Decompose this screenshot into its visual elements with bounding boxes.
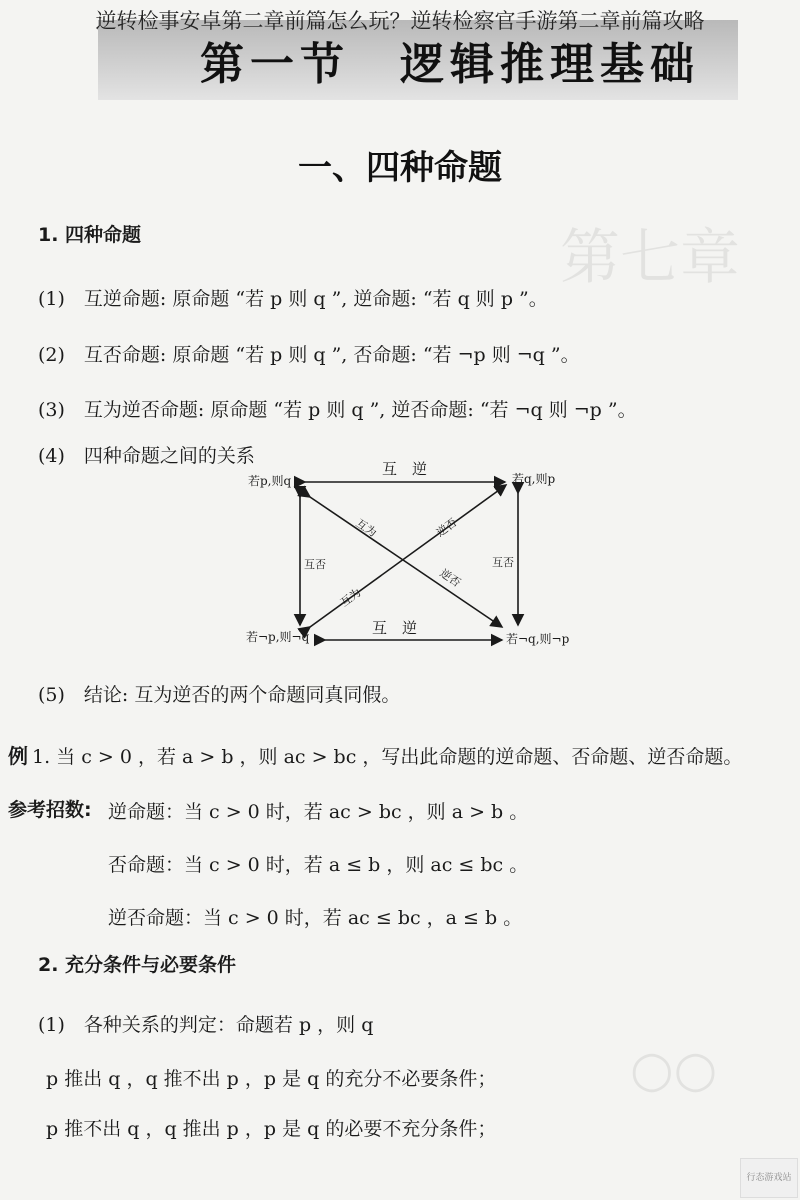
proposition-line-2: (2) 互否命题: 原命题 “若 p 则 q ”, 否命题: “若 ¬p 则 ¬q ”。 xyxy=(38,344,580,366)
label-diag-upper-right: 逆否 xyxy=(434,515,460,540)
heading-four-propositions: 1. 四种命题 xyxy=(38,224,142,246)
heading-conditions: 2. 充分条件与必要条件 xyxy=(38,954,237,976)
label-top-edge: 互 逆 xyxy=(382,460,428,478)
diagonal-arrow-2 xyxy=(310,485,506,627)
answer-label: 参考招数: xyxy=(8,799,92,821)
diagonal-arrow-1 xyxy=(310,497,502,627)
label-diag-upper-left: 互为 xyxy=(353,516,379,540)
conclusion-line: (5) 结论: 互为逆否的两个命题同真同假。 xyxy=(38,684,401,706)
node-bottom-left: 若¬p,则¬q xyxy=(246,630,310,644)
answer-converse: 逆命题：当 c > 0 时，若 ac > bc ，则 a > b 。 xyxy=(108,801,529,823)
label-diag-lower-left: 互为 xyxy=(338,585,364,610)
page-caption: 逆转检事安卓第二章前篇怎么玩？逆转检察官手游第二章前篇攻略 xyxy=(95,9,705,33)
site-watermark: 行态游戏站 xyxy=(740,1158,798,1198)
label-left-edge: 互否 xyxy=(304,558,326,571)
proposition-line-4: (4) 四种命题之间的关系 xyxy=(38,445,255,467)
chapter-title: 第一节 逻辑推理基础 xyxy=(200,39,700,90)
label-bottom-edge: 互 逆 xyxy=(372,619,418,637)
ghost-watermark-text: 第七章 xyxy=(560,223,740,293)
condition-line-2: p 推出 q ，q 推不出 p ，p 是 q 的充分不必要条件； xyxy=(46,1068,497,1090)
proposition-line-1: (1) 互逆命题: 原命题 “若 p 则 q ”, 逆命题: “若 q 则 p ”。 xyxy=(38,288,548,310)
condition-line-1: (1) 各种关系的判定：命题若 p ，则 q xyxy=(38,1014,374,1036)
ghost-circle-mark: ○○ xyxy=(630,1040,718,1098)
node-top-right: 若q,则p xyxy=(512,472,556,486)
node-bottom-right: 若¬q,则¬p xyxy=(506,632,570,646)
example-label: 例 xyxy=(8,744,28,768)
answer-contrapositive: 逆否命题：当 c > 0 时，若 ac ≤ bc ，a ≤ b 。 xyxy=(108,907,523,929)
proposition-relation-diagram xyxy=(240,455,580,655)
condition-line-3: p 推不出 q ，q 推出 p ，p 是 q 的必要不充分条件； xyxy=(46,1118,497,1140)
label-diag-lower-right: 逆否 xyxy=(437,566,463,590)
section-title: 一、四种命题 xyxy=(298,148,502,188)
node-top-left: 若p,则q xyxy=(248,474,292,488)
label-right-edge: 互否 xyxy=(492,556,514,569)
answer-inverse: 否命题：当 c > 0 时，若 a ≤ b ，则 ac ≤ bc 。 xyxy=(108,854,529,876)
example-question: 1. 当 c > 0 ，若 a > b ，则 ac > bc ，写出此命题的逆命题、否命题、逆否命题。 xyxy=(32,746,743,768)
proposition-line-3: (3) 互为逆否命题: 原命题 “若 p 则 q ”, 逆否命题: “若 ¬q 则 ¬p ”。 xyxy=(38,399,637,421)
